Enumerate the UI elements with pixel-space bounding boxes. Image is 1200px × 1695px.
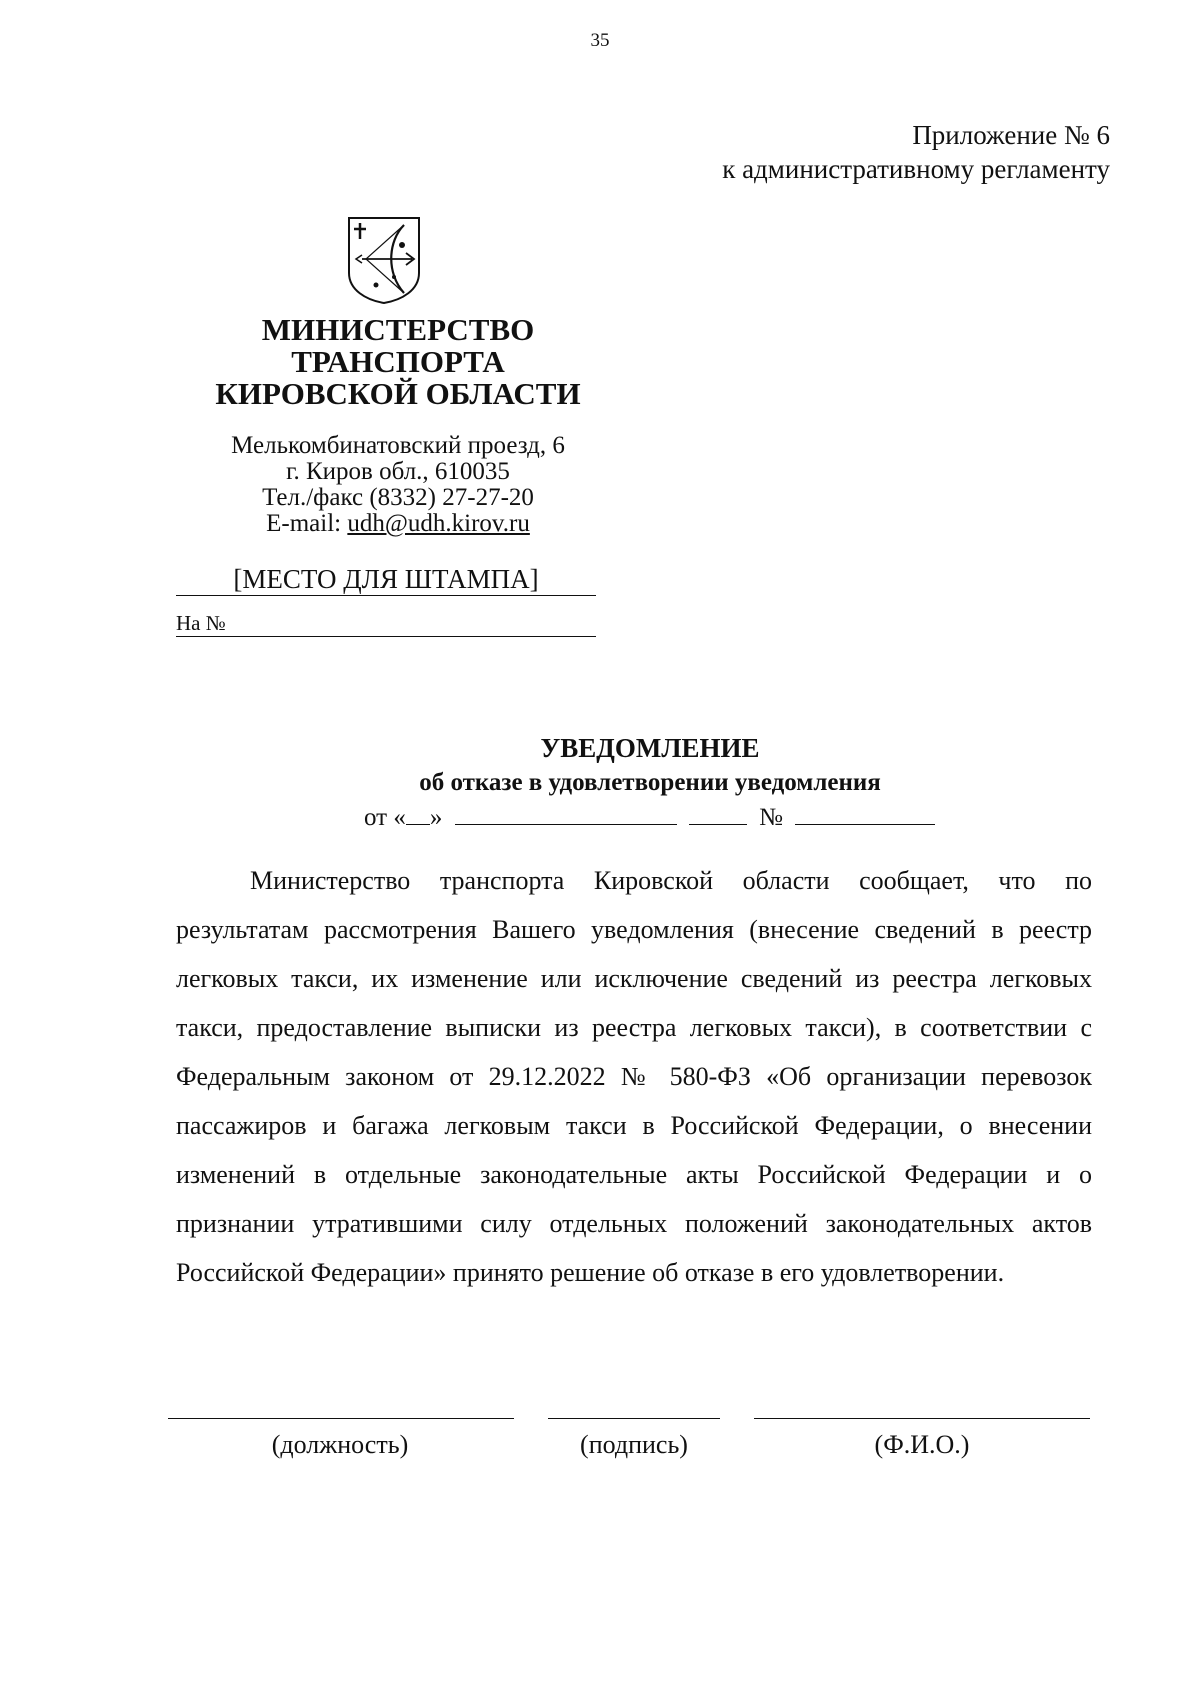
ministry-name — [178, 314, 618, 410]
full-name-line — [754, 1418, 1090, 1419]
notice-title: УВЕДОМЛЕНИЕ — [540, 733, 760, 763]
date-year-blank — [689, 802, 747, 825]
ministry-name-line3: КИРОВСКОЙ ОБЛАСТИ — [215, 376, 581, 411]
annex-header — [722, 118, 1110, 186]
notice-number-blank — [795, 802, 935, 825]
notice-subtitle: об отказе в удовлетворении уведомления — [419, 769, 881, 796]
address-street: Мелькомбинатовский проезд, 6 — [231, 432, 565, 459]
email-link[interactable]: udh@udh.kirov.ru — [347, 510, 530, 537]
address-city: г. Киров обл., 610035 — [286, 458, 510, 485]
phone-fax: Тел./факс (8332) 27-27-20 — [262, 484, 534, 511]
page-number: 35 — [590, 30, 610, 51]
number-label: № — [759, 804, 783, 831]
full-name-caption: (Ф.И.О.) — [874, 1430, 970, 1459]
ministry-contacts — [178, 433, 618, 537]
kirov-region-coat-of-arms-icon — [346, 215, 422, 305]
date-month-blank — [455, 802, 677, 825]
position-line — [168, 1418, 514, 1419]
position-caption: (должность) — [271, 1430, 409, 1459]
date-prefix: от « — [364, 804, 406, 831]
annex-number: Приложение № 6 — [912, 120, 1110, 150]
ministry-name-line2: ТРАНСПОРТА — [291, 344, 505, 379]
signature-caption: (подпись) — [580, 1430, 688, 1459]
date-close-quote: » — [429, 804, 443, 831]
stamp-placeholder: [МЕСТО ДЛЯ ШТАМПА] — [176, 564, 596, 596]
signature-line — [548, 1418, 720, 1419]
notice-date-number-row — [364, 802, 935, 833]
notice-body-text: Министерство транспорта Кировской области сообщает, что по результатам рассмотрения Вашего уведомления (внесение сведений в реестр легковых такси, их изменение или исключение сведений из реестра легковых такси, предоставление выписки из реестра легковых такси), в соответствии с Федеральным законом от 29.12.2022 № 580-ФЗ «Об организации перевозок пассажиров и багажа легковым такси в Российской Федерации, о внесении изменений в отдельные законодательные акты Российской Федерации и о признании утратившими силу отдельных положений законодательных актов Российской Федерации» принято решение об отказе в его удовлетворении. — [176, 866, 1092, 1287]
annex-reference: к административному регламенту — [722, 154, 1110, 184]
email-row — [178, 511, 618, 537]
date-day-blank — [406, 802, 430, 825]
email-label: E-mail: — [266, 510, 348, 537]
reference-number-field: На № — [176, 611, 596, 637]
ministry-name-line1: МИНИСТЕРСТВО — [261, 312, 535, 347]
